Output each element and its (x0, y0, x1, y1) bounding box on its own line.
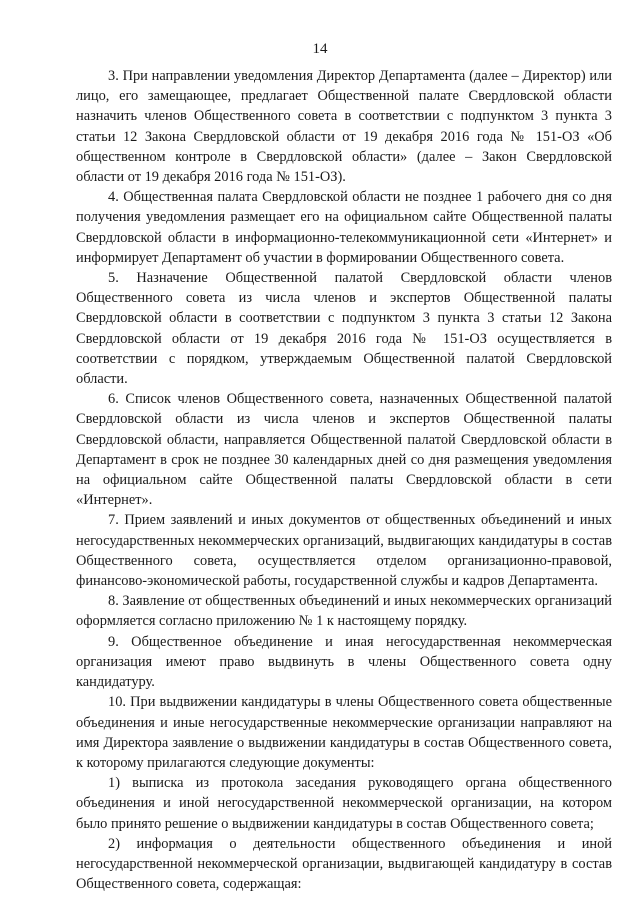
paragraph-7: 7. Прием заявлений и иных документов от общественных объединений и иных негосударственных некоммерческих организаций, выдвигающих кандидатуры в состав Общественного совета, осуществляется отделом организационно-правовой, финансово-экономической работы, государственной службы и кадров Департамента. (76, 512, 612, 590)
paragraph-4: 4. Общественная палата Свердловской области не позднее 1 рабочего дня со дня получения уведомления размещает его на официальном сайте Общественной палаты Свердловской области в информационно-телекоммуникационной сети «Интернет» и информирует Департамент об участии в формировании Общественного совета. (76, 189, 612, 266)
document-body (76, 66, 612, 894)
list-item-1: 1) выписка из протокола заседания руководящего органа общественного объединения и иной негосударственной некоммерческой организации, на котором было принято решение о выдвижении кандидатуры в состав Общественного совета; (76, 775, 612, 832)
paragraph-10: 10. При выдвижении кандидатуры в члены Общественного совета общественные объединения и иные негосударственные некоммерческие организации направляют на имя Директора заявление о выдвижении кандидатуры в состав Общественного совета, к которому прилагаются следующие документы: (76, 694, 612, 771)
list-item-2: 2) информация о деятельности общественного объединения и иной негосударственной некоммерческой организации, выдвигающей кандидатуру в состав Общественного совета, содержащая: (76, 835, 612, 893)
paragraph-8: 8. Заявление от общественных объединений и иных некоммерческих организаций оформляется согласно приложению № 1 к настоящему порядку. (76, 593, 612, 630)
paragraph-5: 5. Назначение Общественной палатой Свердловской области членов Общественного совета из числа членов и экспертов Общественной палаты Свердловской области в соответствии с подпунктом 3 пункта 3 статьи 12 Закона Свердловской области от 19 декабря 2016 года № 151-ОЗ осуществляется в соответствии с порядком, утверждаемым Общественной палатой Свердловской области. (76, 270, 612, 388)
paragraph-3: 3. При направлении уведомления Директор Департамента (далее – Директор) или лицо, его замещающее, предлагает Общественной палате Свердловской области назначить членов Общественного совета в соответствии с подпунктом 3 пункта 3 статьи 12 Закона Свердловской области от 19 декабря 2016 года № 151-ОЗ «Об общественном контроле в Свердловской области» (далее – Закон Свердловской области от 19 декабря 2016 года № 151-ОЗ). (76, 68, 612, 186)
page-number: 14 (312, 41, 328, 57)
paragraph-6: 6. Список членов Общественного совета, назначенных Общественной палатой Свердловской области из числа членов и экспертов Общественной палаты Свердловской области, направляется Общественной палатой Свердловской области в Департамент в срок не позднее 30 календарных дней со дня размещения уведомления на официальном сайте Общественной палаты Свердловской области в сети «Интернет». (76, 391, 612, 509)
paragraph-9: 9. Общественное объединение и иная негосударственная некоммерческая организация имеют право выдвинуть в члены Общественного совета одну кандидатуру. (76, 633, 612, 691)
